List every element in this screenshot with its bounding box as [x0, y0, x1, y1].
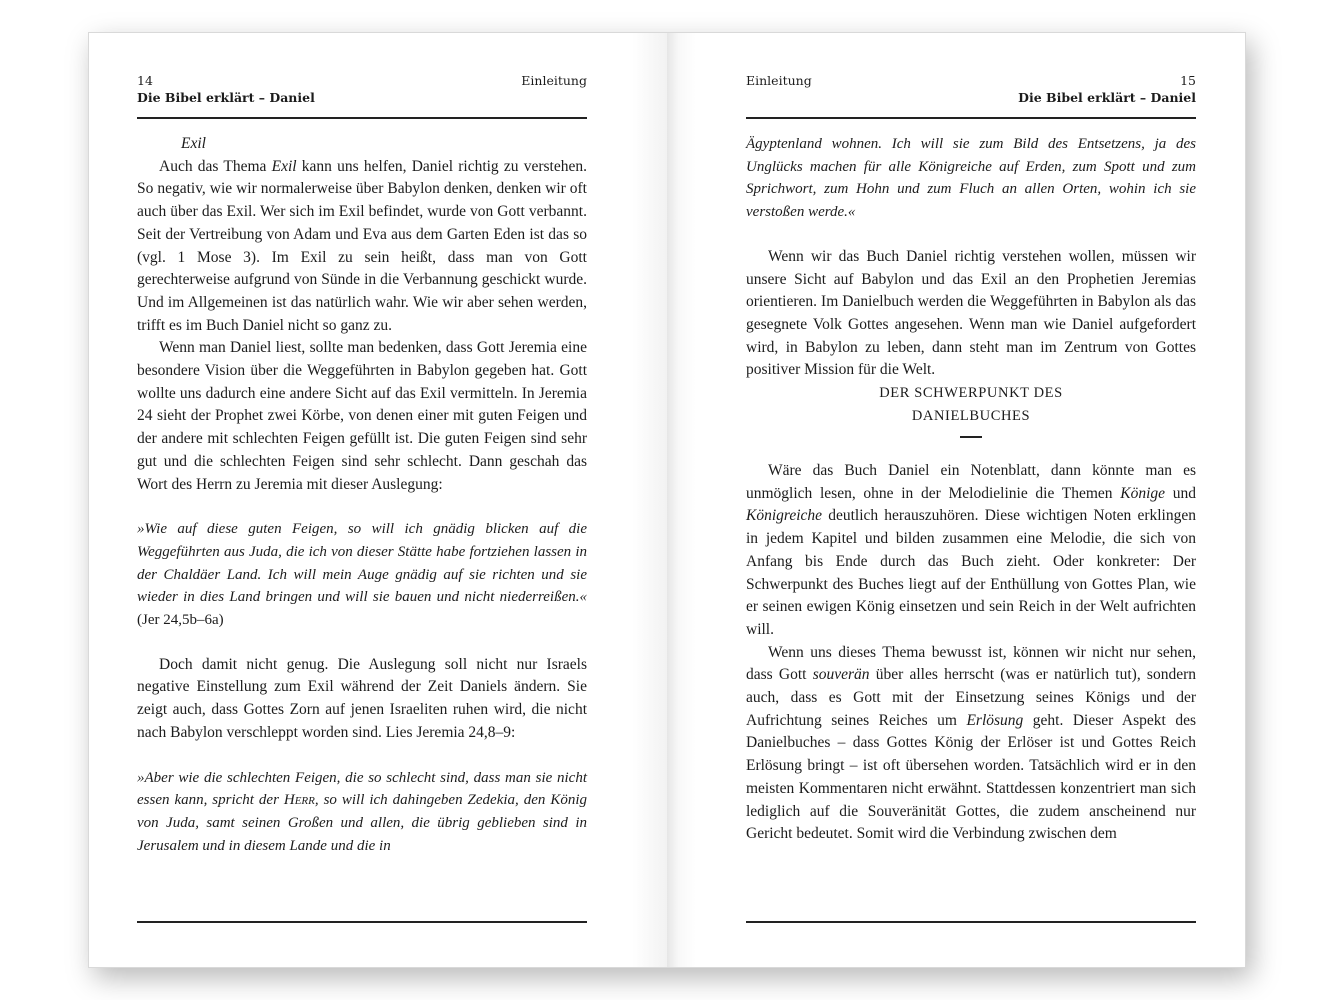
- paragraph: Wenn wir das Buch Daniel richtig verstehen wollen, müssen wir unsere Sicht auf Babylon und das Exil an den Prophetien Jeremias orientieren. Im Danielbuch werden die Weggeführten in Babylon als das gesegnete Volk Gottes angesehen. Wenn man wie Daniel aufgefordert wird, in Babylon zu leben, dann steht man im Zentrum von Gottes positiver Mission für die Welt.: [746, 247, 1196, 379]
- block-quote: »Aber wie die schlechten Feigen, die so schlecht sind, dass man sie nicht essen kann, spricht der Herr, so will ich dahingeben Zedekia, den König von Juda, samt seinen Großen und allen, die übrig geblieben sind in Jerusalem und in diesem Lande und die in: [137, 769, 588, 854]
- right-page: [667, 32, 1246, 968]
- running-section: Einleitung: [746, 73, 812, 88]
- paragraph: Auch das Thema Exil kann uns helfen, Daniel richtig zu verstehen. So negativ, wie wir normalerweise über Babylon denken, denken wir oft auch über das Exil. Wer sich im Exil befindet, wurde von Gott verbannt. Seit der Vertreibung von Adam und Eva aus dem Garten Eden ist das so (vgl. 1 Mose 3). Im Exil zu sein heißt, dass man von Gott gerechterweise aufgrund von Sünde in die Verbannung geschickt wurde. Und im Allgemeinen ist das natürlich wahr. Wie wir aber sehen werden, trifft es im Buch Daniel nicht so ganz zu.: [137, 157, 587, 334]
- left-page-body: [137, 133, 587, 857]
- left-page-header: [137, 73, 587, 117]
- block-quote: Ägyptenland wohnen. Ich will sie zum Bild des Entsetzens, ja des Unglücks machen für alle Königreiche auf Erden, zum Spott und zum Sprichwort, zum Hohn und zum Fluch an allen Orten, wohin ich sie verstoßen werde.«: [746, 136, 1196, 221]
- paragraph: Wenn man Daniel liest, sollte man bedenken, dass Gott Jeremia eine besondere Vision über die Weggeführten in Babylon gegeben hat. Gott wollte uns dadurch eine andere Sicht auf das Exil vermitteln. In Jeremia 24 sieht der Prophet zwei Körbe, von denen einer mit guten Feigen und der andere mit schlechten Feigen gefüllt ist. Die guten Feigen sind sehr gut und die schlechten Feigen sind sehr schlecht. Dann geschah das Wort des Herrn zu Jeremia mit dieser Auslegung:: [137, 339, 587, 493]
- title-dash: [960, 436, 982, 438]
- header-rule: [137, 117, 587, 119]
- paragraph: Doch damit nicht genug. Die Auslegung soll nicht nur Israels negative Einstellung zum Exil während der Zeit Daniels ändern. Sie zeigt auch, dass Gottes Zorn auf jenen Israeliten ruhen wird, die nicht nach Babylon verschleppt worden sind. Lies Jeremia 24,8–9:: [137, 655, 587, 741]
- footer-rule: [137, 921, 587, 923]
- running-title: Die Bibel erklärt – Daniel: [137, 90, 315, 105]
- page-number: 14: [137, 73, 153, 88]
- right-page-header: [746, 73, 1196, 117]
- block-quote: »Wie auf diese guten Feigen, so will ich gnädig blicken auf die Weggeführten aus Juda, die ich von dieser Stätte habe fortziehen lassen in der Chaldäer Land. Ich will mein Auge gnädig auf sie richten und sie wieder in dies Land bringen und will sie bauen und nicht niederreißen.« (Jer 24,5b–6a): [137, 521, 587, 629]
- book-spread: [88, 32, 1246, 968]
- subheading: Exil: [181, 135, 206, 152]
- header-rule: [746, 117, 1196, 119]
- page-number: 15: [1180, 73, 1196, 88]
- paragraph: Wäre das Buch Daniel ein Notenblatt, dann könnte man es unmöglich lesen, ohne in der Melodielinie die Themen Könige und Königreiche deutlich herauszuhören. Diese wichtigen Noten erklingen in jedem Kapitel und bilden zusammen eine Melodie, die sich von Anfang bis Ende durch das Buch zieht. Oder konkreter: Der Schwerpunkt des Buches liegt auf der Enthüllung von Gottes Plan, wie er seinen ewigen König einsetzen und sein Reich in der Welt aufrichten will.: [746, 462, 1196, 638]
- running-title: Die Bibel erklärt – Daniel: [1018, 90, 1196, 105]
- paragraph: Wenn uns dieses Thema bewusst ist, können wir nicht nur sehen, dass Gott souverän über alles herrscht (was er natürlich tut), sondern auch, dass es Gott mit der Einsetzung seines Königs und der Aufrichtung seines Reiches um Erlösung geht. Dieser Aspekt des Danielbuches – dass Gottes König der Erlöser ist und Gottes Reich Erlösung bringt – ist oft übersehen worden. Tatsächlich wird er in den meisten Kommentaren nicht erwähnt. Stattdessen konzentriert man sich lediglich auf die Souveränität Gottes, die zudem anscheinend nur Gericht bedeutet. Somit wird die Verbindung zwischen dem: [746, 643, 1196, 843]
- running-section: Einleitung: [521, 73, 587, 88]
- footer-rule: [746, 921, 1196, 923]
- section-title: DER SCHWERPUNKT DES DANIELBUCHES: [879, 385, 1063, 425]
- right-page-body: [746, 133, 1196, 846]
- left-page: [88, 32, 667, 968]
